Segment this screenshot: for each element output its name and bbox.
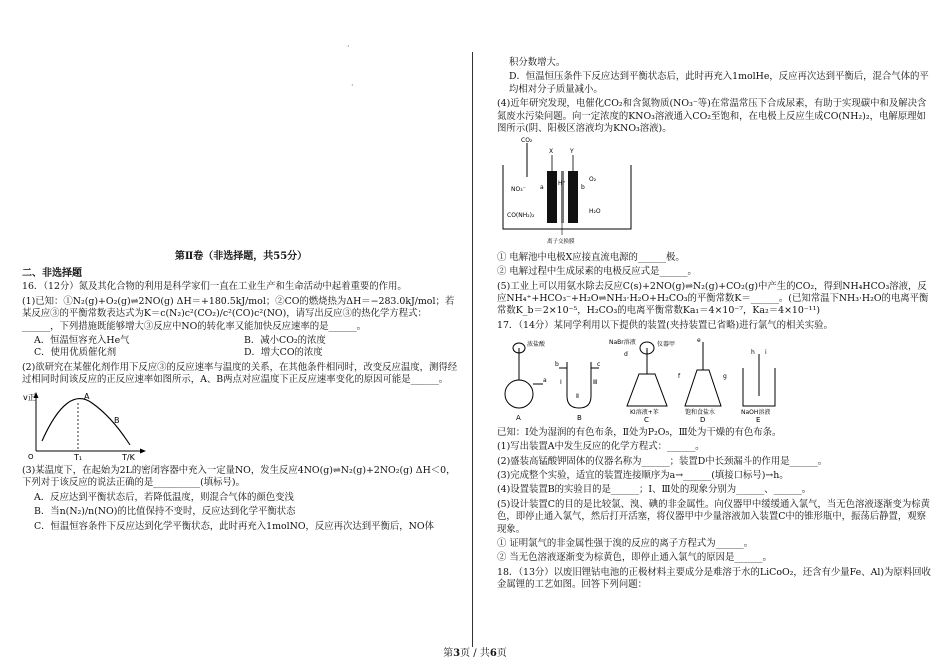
- port-i: i: [765, 349, 767, 357]
- oxygen-label: O₂: [589, 176, 597, 184]
- label-b: B: [577, 414, 582, 423]
- port-d: d: [624, 351, 628, 359]
- region-ii: Ⅱ: [576, 393, 579, 401]
- scan-speck: ·: [347, 42, 350, 51]
- membrane-label: 离子交换膜: [547, 239, 575, 246]
- q16-part3: (3)某温度下，在起始为2L的密闭容器中充入一定量NO，发生反应4NO(g)⇌N₂(g)+2NO₂(g) ΔH＜0，下列对于该反应的说法正确的是__________(填标号)。: [22, 465, 456, 489]
- port-g: g: [723, 373, 727, 381]
- electrode-x: [547, 171, 557, 223]
- q17-sub1: (1)写出装置A中发生反应的化学方程式：______。: [497, 441, 705, 453]
- ion-exchange-membrane: [561, 171, 564, 223]
- footer-post: 页: [496, 648, 507, 659]
- label-a: A: [516, 414, 521, 423]
- apparatus-a-flask: [505, 380, 533, 408]
- q16-option-3a: A．反应达到平衡状态后，若降低温度，则混合气体的颜色变浅: [34, 491, 294, 503]
- current-page-number: 3: [453, 648, 461, 659]
- scan-speck: ·: [351, 81, 354, 90]
- graph-t1-label: T₁: [74, 452, 83, 461]
- port-b: b: [555, 361, 559, 369]
- q16-option-3d: D．恒温恒压条件下反应达到平衡状态后，此时再充入1molHe，反应再次达到平衡后，混合气体的平均相对分子质量减小。: [509, 71, 929, 95]
- q16-option-3b: B．当n(N₂)/n(NO)的比值保持不变时，反应达到化学平衡状态: [34, 506, 296, 518]
- naoh-label: NaOH溶液: [741, 409, 771, 417]
- option-b: B．减小CO₂的浓度: [244, 335, 326, 346]
- q16-option-3c-cont: 积分数增大。: [509, 57, 566, 68]
- port-a: a: [543, 377, 547, 385]
- footer-pre: 第: [443, 648, 454, 659]
- q17-sub3: (3)完成整个实验，适宜的装置连接顺序为a→______(填接口标号)→h。: [497, 469, 789, 481]
- option-d: D．增大CO的浓度: [244, 347, 323, 359]
- electrode-y: [568, 171, 578, 223]
- electrode-x-label: X: [549, 148, 554, 156]
- electrode-a-label: a: [540, 184, 544, 192]
- urea-label: CO(NH₂)₂: [507, 212, 535, 220]
- port-h: h: [751, 349, 755, 357]
- region-i: Ⅰ: [560, 379, 562, 387]
- port-c: c: [597, 361, 601, 369]
- q16-part5: (5)工业上可以用氨水除去反应C(s)+2NO(g)⇌N₂(g)+CO₂(g)中产生的CO₂，得到NH₄HCO₃溶液，反应NH₄⁺+HCO₃⁻+H₂O⇌NH₃·H₂O+H₂CO₃的平衡常数K＝______。(已知常温下NH₃·H₂O的电离平衡常数K_b＝2×10⁻⁵，H₂CO₃的电离平衡常数Ka₁＝4×10⁻⁷，Ka₂＝4×10⁻¹¹): [497, 280, 929, 317]
- q16-part4: (4)近年研究发现，电催化CO₂和含氮物质(NO₃⁻等)在常温常压下合成尿素，有助于实现碳中和及解决含氮废水污染问题。向一定浓度的KNO₃溶液通入CO₂至饱和，在电极上反应生成CO(NH₂)₂，电解原理如图所示(阴、阳极区溶液均为KNO₃溶液)。: [497, 98, 927, 135]
- right-column: [497, 57, 933, 594]
- q16-intro: 16．（12分）氮及其化合物的利用是科学家们一直在工业生产和生命活动中起着重要的作用。: [22, 281, 407, 293]
- q17-sub2: (2)盛装高锰酸钾固体的仪器名称为______；装置D中长颈漏斗的作用是______。: [497, 455, 828, 467]
- section-title: 第Ⅱ卷（非选择题，共55分）: [174, 251, 308, 262]
- chlorine-apparatus-diagram: [497, 334, 797, 422]
- port-e: e: [697, 337, 701, 345]
- q17-known: 已知：Ⅰ处为湿润的有色布条，Ⅱ处为P₂O₅，Ⅲ处为干燥的有色布条。: [497, 426, 782, 438]
- graph-y-label: v正: [23, 392, 36, 402]
- rate-temperature-graph: [22, 389, 152, 461]
- graph-point-a: A: [84, 391, 90, 401]
- q16-part1: (1)已知：①N₂(g)+O₂(g)⇌2NO(g) ΔH＝+180.5kJ/mol；②CO的燃烧热为ΔH＝−283.0kJ/mol；若某反应③的平衡常数表达式为K＝c(N₂)c²(CO₂)/c²(CO)c²(NO)，请写出反应③的热化学方程式：______，下列措施既能够增大③反应中NO的转化率又能加快反应速率的是______。: [22, 295, 455, 332]
- instrument-jia-label: 仪器甲: [657, 341, 676, 349]
- label-e: E: [756, 416, 761, 423]
- left-column: [22, 250, 460, 535]
- graph-x-label: T/K: [122, 452, 135, 461]
- q17-sub5b: ② 当无色溶液逐渐变为棕黄色，即停止通入氯气的原因是______。: [497, 552, 772, 564]
- ki-benzene-label: KI溶液+苯: [630, 409, 659, 417]
- page-footer: [0, 644, 950, 659]
- nacl-label: 饱和食盐水: [685, 409, 716, 417]
- label-c: C: [644, 416, 649, 423]
- total-page-count: 6: [489, 648, 497, 659]
- region-iii: Ⅲ: [593, 379, 598, 387]
- graph-x-arrow: [140, 448, 146, 453]
- option-a: A．恒温恒容充入He气: [34, 335, 130, 346]
- electrolysis-cell-diagram: [497, 137, 637, 247]
- option-c: C．使用优质催化剂: [34, 347, 117, 359]
- q16-part2: (2)欲研究在某催化剂作用下反应③的反应速率与温度的关系，在其他条件相同时，改变反应温度，测得经过相同时间该反应的正反应速率如图所示，A、B两点对应温度下正反应速率变化的原因可能是______。: [22, 361, 458, 386]
- electrode-b-label: b: [581, 184, 585, 192]
- port-f: f: [678, 373, 681, 381]
- q17-sub4: (4)设置装置B的实验目的是______；Ⅰ、Ⅲ处的现象分别为______、______。: [497, 484, 812, 496]
- cell-tank: [503, 165, 631, 229]
- column-divider: [472, 52, 473, 647]
- footer-mid: 页 / 共: [460, 648, 490, 659]
- q18-intro: 18．（13分）以废旧锂钴电池的正极材料主要成分是难溶于水的LiCoO₂，还含有少量Fe、Al)为原料回收金属锂的工艺如图。回答下列问题：: [497, 566, 931, 591]
- apparatus-c-flask: [627, 374, 667, 406]
- section-heading: 二、非选择题: [22, 268, 82, 280]
- graph-origin: O: [28, 452, 34, 461]
- apparatus-b-utube: [567, 362, 591, 408]
- electrode-y-label: Y: [570, 148, 574, 156]
- nitrate-label: NO₃⁻: [511, 186, 526, 194]
- q16-part4-sub1: ① 电解池中电极X应接直流电源的______极。: [497, 251, 685, 263]
- q16-option-3c: C．恒温恒容条件下反应达到化学平衡状态，此时再充入1molNO，反应再次达到平衡后，NO体: [34, 520, 434, 532]
- label-d: D: [700, 416, 706, 423]
- water-label: H₂O: [589, 208, 601, 216]
- q16-part1-options: [34, 335, 460, 360]
- q17-intro: 17．（14分）某同学利用以下提供的装置(夹持装置已省略)进行氯气的相关实验。: [497, 319, 833, 331]
- apparatus-d-bottle: [685, 370, 721, 406]
- co2-label: CO₂: [521, 137, 533, 145]
- q17-sub5a: ① 证明氯气的非金属性强于溴的反应的离子方程式为______。: [497, 537, 754, 549]
- conc-hcl-label: 浓盐酸: [527, 341, 546, 349]
- q16-part4-sub2: ② 电解过程中生成尿素的电极反应式是______。: [497, 266, 697, 278]
- q17-sub5: (5)设计装置C的目的是比较氯、溴、碘的非金属性。向仪器甲中缓缓通入氯气，当无色溶液逐渐变为棕黄色，即停止通入氯气，然后打开活塞，将仪器甲中少量溶液加入装置C中的锥形瓶中，振荡后静置，观察现象。: [497, 498, 930, 535]
- proton-label: H⁺: [558, 180, 566, 188]
- nabr-label: NaBr溶液: [609, 339, 636, 347]
- graph-point-b: B: [114, 415, 120, 425]
